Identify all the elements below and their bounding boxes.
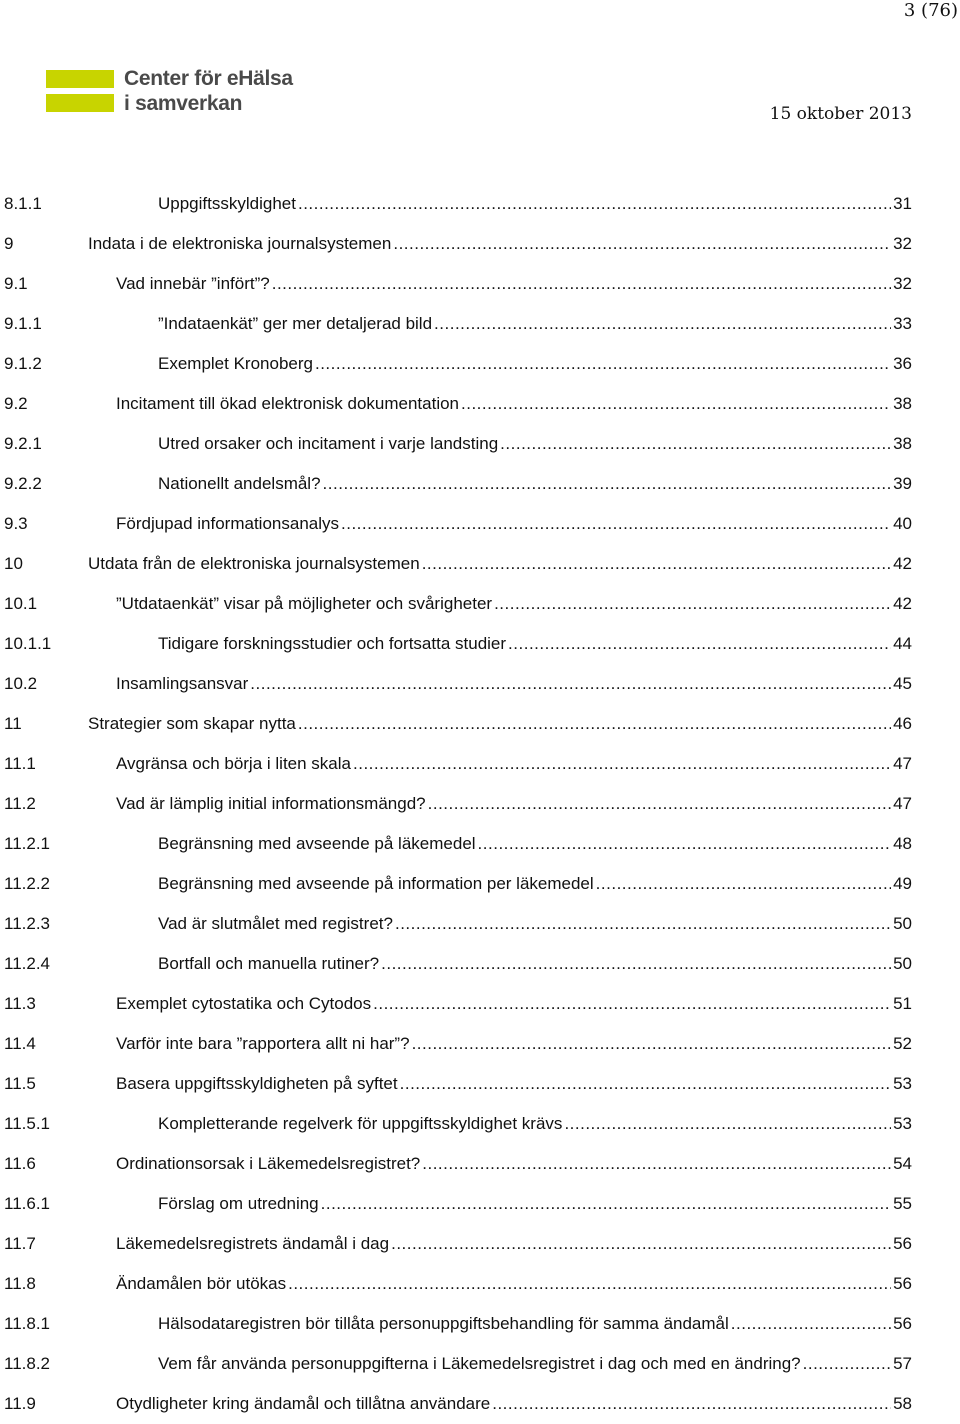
toc-dot-leader: [500, 424, 891, 464]
toc-entry-number: 9.1: [4, 274, 28, 293]
toc-entry-page: 42: [893, 554, 912, 573]
toc-entry-title[interactable]: Kompletterande regelverk för uppgiftsskyldighet krävs: [158, 1114, 563, 1133]
page-indicator: 3 (76): [903, 0, 958, 21]
toc-entry-number: 11.2.2: [4, 874, 51, 893]
toc-entry[interactable]: [0, 744, 912, 784]
toc-entry[interactable]: [0, 304, 912, 344]
toc-entry-number: 9.1.2: [4, 354, 42, 373]
toc-entry-body: [116, 264, 912, 304]
toc-entry-number: 9.2.2: [4, 474, 42, 493]
toc-entry[interactable]: [0, 904, 912, 944]
toc-dot-leader: [422, 544, 891, 584]
toc-entry-title[interactable]: Ändamålen bör utökas: [116, 1274, 287, 1293]
toc-entry-page: 56: [893, 1234, 912, 1253]
toc-entry-number: 11.6.1: [4, 1194, 51, 1213]
toc-entry-title[interactable]: Utdata från de elektroniska journalsystemen: [88, 554, 420, 573]
toc-entry-body: [116, 744, 912, 784]
toc-entry-page: 32: [893, 274, 912, 293]
toc-entry-number: 11.6: [4, 1154, 36, 1173]
toc-entry-title[interactable]: Nationellt andelsmål?: [158, 474, 321, 493]
toc-entry-number: 10.1.1: [4, 634, 52, 653]
toc-entry-page: 39: [893, 474, 912, 493]
toc-entry-title[interactable]: Hälsodataregistren bör tillåta personuppgiftsbehandling för samma ändamål: [158, 1314, 729, 1333]
toc-dot-leader: [478, 824, 892, 864]
toc-entry-title[interactable]: Förslag om utredning: [158, 1194, 319, 1213]
toc-entry[interactable]: [0, 864, 912, 904]
toc-entry-page: 49: [893, 874, 912, 893]
toc-entry[interactable]: [0, 1344, 912, 1384]
toc-entry[interactable]: [0, 384, 912, 424]
toc-entry-body: [116, 504, 912, 544]
toc-dot-leader: [288, 1264, 891, 1304]
toc-entry[interactable]: [0, 664, 912, 704]
toc-entry[interactable]: [0, 704, 912, 744]
toc-entry-page: 33: [893, 314, 912, 333]
toc-entry-body: [88, 224, 912, 264]
logo-text-line1: Center för eHälsa: [124, 67, 293, 90]
toc-dot-leader: [373, 984, 891, 1024]
toc-entry-number: 11.7: [4, 1234, 36, 1253]
toc-entry-number: 8.1.1: [4, 194, 42, 213]
toc-entry-title[interactable]: Vad är slutmålet med registret?: [158, 914, 393, 933]
toc-entry-body: [158, 1344, 912, 1384]
toc-entry-title[interactable]: ”Utdataenkät” visar på möjligheter och svårigheter: [116, 594, 493, 613]
toc-dot-leader: [272, 264, 891, 304]
toc-entry-page: 38: [893, 394, 912, 413]
toc-entry-page: 50: [893, 954, 912, 973]
toc-dot-leader: [400, 1064, 891, 1104]
toc-entry-number: 11.5.1: [4, 1114, 51, 1133]
toc-entry-page: 56: [893, 1274, 912, 1293]
toc-entry-page: 50: [893, 914, 912, 933]
toc-entry[interactable]: [0, 504, 912, 544]
toc-dot-leader: [461, 384, 891, 424]
toc-entry-page: 32: [893, 234, 912, 253]
toc-entry-body: [88, 544, 912, 584]
toc-entry-body: [116, 784, 912, 824]
toc-entry-body: [158, 304, 912, 344]
organization-logo: [46, 68, 306, 118]
toc-entry[interactable]: [0, 184, 912, 224]
toc-entry-number: 9: [4, 234, 14, 253]
toc-entry-number: 11.2.4: [4, 954, 51, 973]
toc-entry-body: [158, 864, 912, 904]
toc-dot-leader: [422, 1144, 891, 1184]
toc-entry-body: [158, 344, 912, 384]
toc-entry-body: [158, 1184, 912, 1224]
toc-entry-number: 11.8.2: [4, 1354, 51, 1373]
toc-dot-leader: [315, 344, 891, 384]
toc-entry-body: [158, 824, 912, 864]
toc-entry[interactable]: [0, 784, 912, 824]
toc-entry-number: 9.2: [4, 394, 28, 413]
toc-entry-page: 58: [893, 1394, 912, 1413]
toc-entry-page: 48: [893, 834, 912, 853]
toc-entry-body: [116, 664, 912, 704]
toc-entry-body: [116, 584, 912, 624]
toc-entry-title[interactable]: Incitament till ökad elektronisk dokumentation: [116, 394, 460, 413]
toc-entry-title[interactable]: Varför inte bara ”rapportera allt ni har”?: [116, 1034, 410, 1053]
toc-entry-page: 45: [893, 674, 912, 693]
toc-dot-leader: [731, 1304, 891, 1344]
toc-entry-page: 51: [893, 994, 912, 1013]
toc-entry-body: [158, 944, 912, 984]
toc-entry-title[interactable]: Fördjupad informationsanalys: [116, 514, 340, 533]
toc-dot-leader: [492, 1384, 891, 1424]
logo-bar-top: [46, 70, 114, 88]
toc-entry[interactable]: [0, 1304, 912, 1344]
document-date: 15 oktober 2013: [769, 104, 912, 124]
toc-entry-number: 9.3: [4, 514, 28, 533]
toc-entry-body: [116, 1024, 912, 1064]
toc-entry[interactable]: [0, 1184, 912, 1224]
toc-entry-title[interactable]: Bortfall och manuella rutiner?: [158, 954, 380, 973]
toc-entry-number: 11.5: [4, 1074, 36, 1093]
toc-entry-body: [116, 1064, 912, 1104]
toc-entry-number: 11.8.1: [4, 1314, 51, 1333]
toc-entry-title[interactable]: Begränsning med avseende på information per läkemedel: [158, 874, 594, 893]
toc-entry[interactable]: [0, 1104, 912, 1144]
toc-entry-body: [158, 624, 912, 664]
toc-entry-title[interactable]: Basera uppgiftsskyldigheten på syftet: [116, 1074, 398, 1093]
toc-dot-leader: [341, 504, 891, 544]
toc-entry-title[interactable]: Läkemedelsregistrets ändamål i dag: [116, 1234, 390, 1253]
toc-entry[interactable]: [0, 984, 912, 1024]
toc-entry-title[interactable]: Exemplet cytostatika och Cytodos: [116, 994, 372, 1013]
toc-entry[interactable]: [0, 824, 912, 864]
toc-entry-page: 55: [893, 1194, 912, 1213]
toc-entry-title[interactable]: Vem får använda personuppgifterna i Läkemedelsregistret i dag och med en ändring?: [158, 1354, 801, 1373]
toc-entry-page: 47: [893, 794, 912, 813]
toc-entry-title[interactable]: ”Indataenkät” ger mer detaljerad bild: [158, 314, 433, 333]
toc-dot-leader: [395, 904, 891, 944]
toc-entry-body: [158, 184, 912, 224]
toc-entry-number: 10.1: [4, 594, 38, 613]
toc-entry-number: 11.8: [4, 1274, 36, 1293]
toc-entry-title[interactable]: Insamlingsansvar: [116, 674, 249, 693]
toc-entry[interactable]: [0, 1264, 912, 1304]
toc-dot-leader: [298, 184, 891, 224]
toc-entry-body: [116, 1224, 912, 1264]
toc-entry[interactable]: [0, 424, 912, 464]
toc-entry-page: 53: [893, 1114, 912, 1133]
toc-entry[interactable]: [0, 464, 912, 504]
toc-entry-title[interactable]: Tidigare forskningsstudier och fortsatta studier: [158, 634, 507, 653]
toc-entry-body: [116, 1384, 912, 1424]
toc-dot-leader: [393, 224, 891, 264]
toc-entry[interactable]: [0, 584, 912, 624]
toc-entry-title[interactable]: Vad är lämplig initial informationsmängd?: [116, 794, 426, 813]
toc-dot-leader: [353, 744, 891, 784]
toc-entry-number: 11.3: [4, 994, 36, 1013]
toc-entry[interactable]: [0, 224, 912, 264]
toc-entry-number: 11.9: [4, 1394, 36, 1413]
toc-entry[interactable]: [0, 1024, 912, 1064]
toc-dot-leader: [391, 1224, 891, 1264]
toc-dot-leader: [596, 864, 891, 904]
toc-entry[interactable]: [0, 264, 912, 304]
toc-entry-body: [88, 704, 912, 744]
toc-entry-page: 46: [893, 714, 912, 733]
table-of-contents: [0, 184, 912, 1424]
toc-entry-title[interactable]: Uppgiftsskyldighet: [158, 194, 296, 213]
toc-entry-body: [116, 1264, 912, 1304]
toc-entry-number: 9.2.1: [4, 434, 42, 453]
toc-entry-page: 47: [893, 754, 912, 773]
toc-entry-title[interactable]: Avgränsa och börja i liten skala: [116, 754, 351, 773]
toc-entry[interactable]: [0, 544, 912, 584]
toc-entry-body: [116, 1144, 912, 1184]
toc-entry-title[interactable]: Begränsning med avseende på läkemedel: [158, 834, 476, 853]
toc-entry-page: 54: [893, 1154, 912, 1173]
toc-dot-leader: [412, 1024, 892, 1064]
toc-entry-body: [158, 424, 912, 464]
toc-entry[interactable]: [0, 1144, 912, 1184]
toc-entry-number: 11.2.3: [4, 914, 51, 933]
toc-entry-title[interactable]: Ordinationsorsak i Läkemedelsregistret?: [116, 1154, 421, 1173]
logo-bar-bottom: [46, 94, 114, 112]
toc-entry[interactable]: [0, 624, 912, 664]
toc-entry-page: 57: [893, 1354, 912, 1373]
toc-entry-body: [158, 464, 912, 504]
toc-entry-body: [116, 384, 912, 424]
toc-entry-title[interactable]: Strategier som skapar nytta: [88, 714, 296, 733]
toc-entry[interactable]: [0, 1064, 912, 1104]
toc-entry[interactable]: [0, 344, 912, 384]
toc-entry-number: 11.2: [4, 794, 36, 813]
toc-entry-page: 31: [893, 194, 912, 213]
toc-entry[interactable]: [0, 944, 912, 984]
logo-text-line2: i samverkan: [124, 92, 243, 115]
toc-entry-number: 11.4: [4, 1034, 36, 1053]
toc-dot-leader: [803, 1344, 891, 1384]
toc-entry-title[interactable]: Indata i de elektroniska journalsystemen: [88, 234, 392, 253]
toc-entry-body: [158, 1304, 912, 1344]
toc-entry-title[interactable]: Vad innebär ”infört”?: [116, 274, 270, 293]
toc-dot-leader: [250, 664, 891, 704]
toc-entry-number: 11: [4, 714, 22, 733]
toc-entry-page: 44: [893, 634, 912, 653]
toc-entry-title[interactable]: Otydligheter kring ändamål och tillåtna användare: [116, 1394, 491, 1413]
toc-entry[interactable]: [0, 1224, 912, 1264]
toc-entry-number: 9.1.1: [4, 314, 42, 333]
toc-entry-body: [116, 984, 912, 1024]
toc-entry-page: 56: [893, 1314, 912, 1333]
toc-dot-leader: [321, 1184, 891, 1224]
toc-entry-number: 10: [4, 554, 23, 573]
toc-dot-leader: [564, 1104, 891, 1144]
toc-entry-page: 53: [893, 1074, 912, 1093]
toc-entry-page: 40: [893, 514, 912, 533]
toc-entry-body: [158, 1104, 912, 1144]
toc-dot-leader: [494, 584, 891, 624]
toc-entry-title[interactable]: Utred orsaker och incitament i varje landsting: [158, 434, 499, 453]
toc-dot-leader: [298, 704, 891, 744]
toc-entry-body: [158, 904, 912, 944]
toc-dot-leader: [428, 784, 891, 824]
toc-dot-leader: [434, 304, 891, 344]
toc-dot-leader: [323, 464, 892, 504]
toc-entry-number: 11.2.1: [4, 834, 51, 853]
toc-entry-page: 36: [893, 354, 912, 373]
toc-entry[interactable]: [0, 1384, 912, 1424]
toc-entry-number: 10.2: [4, 674, 38, 693]
toc-dot-leader: [508, 624, 891, 664]
toc-entry-page: 52: [893, 1034, 912, 1053]
toc-entry-page: 38: [893, 434, 912, 453]
toc-entry-page: 42: [893, 594, 912, 613]
toc-entry-number: 11.1: [4, 754, 36, 773]
toc-entry-title[interactable]: Exemplet Kronoberg: [158, 354, 313, 373]
toc-dot-leader: [381, 944, 891, 984]
